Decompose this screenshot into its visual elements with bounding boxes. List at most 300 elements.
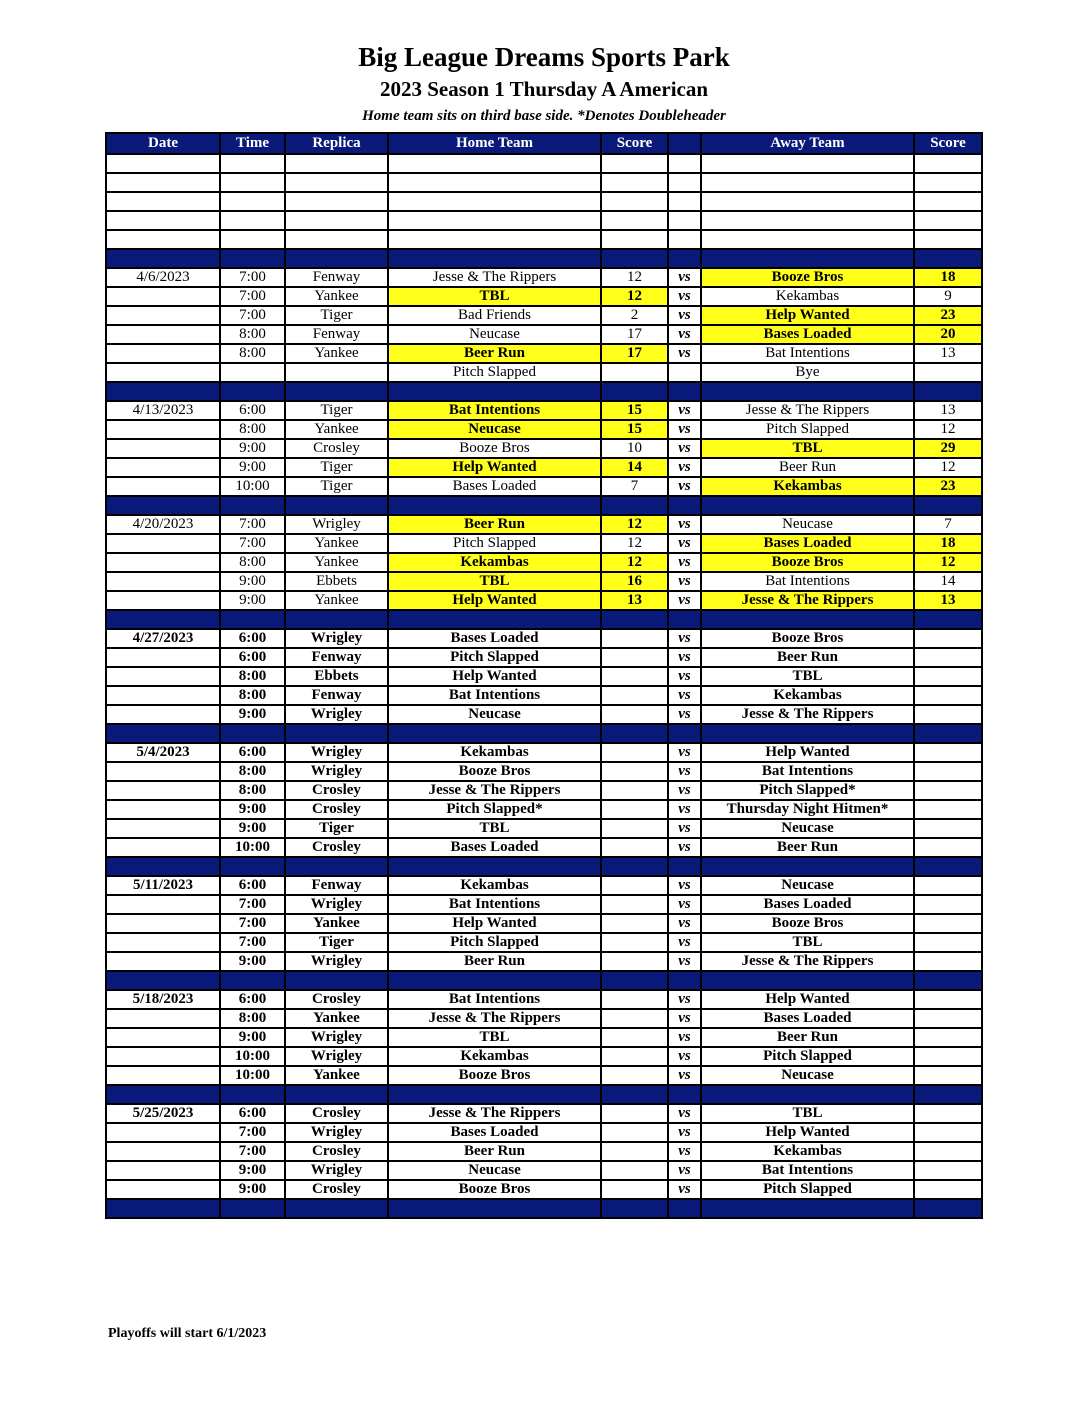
- cell-replica: Crosley: [285, 1180, 388, 1199]
- cell-vs: vs: [668, 933, 701, 952]
- table-row: [106, 1104, 982, 1123]
- separator-cell: [701, 1199, 914, 1218]
- cell-date: [106, 591, 220, 610]
- cell-replica: Yankee: [285, 534, 388, 553]
- separator-cell: [388, 1199, 601, 1218]
- table-row: [106, 401, 982, 420]
- table-row: [106, 363, 982, 382]
- cell-away-team: Booze Bros: [701, 914, 914, 933]
- separator-cell: [914, 610, 982, 629]
- cell-date: [106, 1161, 220, 1180]
- cell-away-score: 23: [914, 306, 982, 325]
- cell-home-score: [601, 648, 668, 667]
- cell-home-team: Bases Loaded: [388, 838, 601, 857]
- cell-replica: Yankee: [285, 1009, 388, 1028]
- cell-time: 6:00: [220, 1104, 285, 1123]
- blank-cell: [701, 173, 914, 192]
- cell-home-team: Beer Run: [388, 515, 601, 534]
- separator-cell: [220, 496, 285, 515]
- cell-home-team: Pitch Slapped: [388, 363, 601, 382]
- separator-cell: [106, 1085, 220, 1104]
- cell-date: [106, 705, 220, 724]
- cell-home-team: Jesse & The Rippers: [388, 268, 601, 287]
- cell-home-team: Help Wanted: [388, 591, 601, 610]
- cell-vs: vs: [668, 990, 701, 1009]
- separator-cell: [220, 610, 285, 629]
- cell-vs: vs: [668, 268, 701, 287]
- separator-cell: [914, 724, 982, 743]
- cell-vs: vs: [668, 686, 701, 705]
- cell-home-score: 2: [601, 306, 668, 325]
- cell-home-score: [601, 800, 668, 819]
- separator-cell: [601, 249, 668, 268]
- cell-home-team: Booze Bros: [388, 1066, 601, 1085]
- cell-date: [106, 306, 220, 325]
- cell-date: [106, 1180, 220, 1199]
- cell-away-team: Pitch Slapped*: [701, 781, 914, 800]
- cell-vs: vs: [668, 515, 701, 534]
- cell-time: 7:00: [220, 268, 285, 287]
- cell-vs: vs: [668, 781, 701, 800]
- table-row: [106, 534, 982, 553]
- table-row: [106, 648, 982, 667]
- cell-vs: vs: [668, 420, 701, 439]
- cell-away-team: TBL: [701, 1104, 914, 1123]
- cell-home-team: Bat Intentions: [388, 686, 601, 705]
- cell-home-score: 14: [601, 458, 668, 477]
- cell-away-score: [914, 1161, 982, 1180]
- cell-away-team: Thursday Night Hitmen*: [701, 800, 914, 819]
- cell-replica: Crosley: [285, 838, 388, 857]
- cell-away-score: 20: [914, 325, 982, 344]
- blank-cell: [914, 173, 982, 192]
- cell-away-score: [914, 629, 982, 648]
- blank-cell: [601, 154, 668, 173]
- cell-home-score: [601, 914, 668, 933]
- table-row: [106, 325, 982, 344]
- col-header-replica: Replica: [285, 133, 388, 154]
- blank-cell: [668, 173, 701, 192]
- cell-date: [106, 952, 220, 971]
- cell-away-score: 13: [914, 591, 982, 610]
- cell-replica: Fenway: [285, 686, 388, 705]
- separator-cell: [701, 857, 914, 876]
- blank-cell: [285, 230, 388, 249]
- cell-replica: Yankee: [285, 420, 388, 439]
- cell-home-score: [601, 667, 668, 686]
- separator-cell: [701, 610, 914, 629]
- cell-away-score: [914, 686, 982, 705]
- cell-away-score: [914, 743, 982, 762]
- cell-replica: Ebbets: [285, 572, 388, 591]
- separator-cell: [220, 382, 285, 401]
- cell-home-team: Bases Loaded: [388, 629, 601, 648]
- cell-time: 8:00: [220, 667, 285, 686]
- blank-cell: [701, 154, 914, 173]
- cell-vs: vs: [668, 306, 701, 325]
- cell-away-team: Beer Run: [701, 838, 914, 857]
- separator-cell: [220, 857, 285, 876]
- cell-date: [106, 477, 220, 496]
- cell-time: 9:00: [220, 1180, 285, 1199]
- separator-cell: [285, 610, 388, 629]
- table-row: [106, 1180, 982, 1199]
- separator-cell: [914, 496, 982, 515]
- blank-cell: [285, 173, 388, 192]
- cell-vs: vs: [668, 401, 701, 420]
- cell-time: 7:00: [220, 1142, 285, 1161]
- cell-date: [106, 1028, 220, 1047]
- cell-date: [106, 686, 220, 705]
- cell-time: 7:00: [220, 895, 285, 914]
- table-row: [106, 420, 982, 439]
- blank-cell: [388, 211, 601, 230]
- cell-away-score: [914, 876, 982, 895]
- cell-away-score: [914, 705, 982, 724]
- cell-time: [220, 363, 285, 382]
- cell-home-team: Help Wanted: [388, 458, 601, 477]
- table-row: [106, 876, 982, 895]
- cell-date: [106, 648, 220, 667]
- cell-time: 8:00: [220, 553, 285, 572]
- col-header-away-score: Score: [914, 133, 982, 154]
- blank-cell: [601, 211, 668, 230]
- separator-cell: [220, 1199, 285, 1218]
- cell-time: 9:00: [220, 1028, 285, 1047]
- cell-vs: vs: [668, 477, 701, 496]
- blank-cell: [220, 154, 285, 173]
- separator-cell: [914, 857, 982, 876]
- cell-away-team: Pitch Slapped: [701, 1180, 914, 1199]
- table-row: [106, 705, 982, 724]
- table-row: [106, 268, 982, 287]
- separator-cell: [668, 857, 701, 876]
- cell-away-team: TBL: [701, 667, 914, 686]
- cell-date: [106, 420, 220, 439]
- cell-replica: Yankee: [285, 344, 388, 363]
- cell-time: 9:00: [220, 819, 285, 838]
- cell-home-score: 12: [601, 515, 668, 534]
- cell-vs: vs: [668, 1123, 701, 1142]
- table-row: [106, 667, 982, 686]
- cell-home-team: Kekambas: [388, 743, 601, 762]
- separator-cell: [285, 1199, 388, 1218]
- table-row: [106, 990, 982, 1009]
- table-row: [106, 1123, 982, 1142]
- cell-home-score: 12: [601, 287, 668, 306]
- cell-home-score: [601, 838, 668, 857]
- cell-replica: Wrigley: [285, 1028, 388, 1047]
- cell-away-team: Jesse & The Rippers: [701, 952, 914, 971]
- cell-away-team: Neucase: [701, 819, 914, 838]
- cell-away-team: Pitch Slapped: [701, 1047, 914, 1066]
- cell-away-team: Kekambas: [701, 477, 914, 496]
- schedule-note: Home team sits on third base side. *Denotes Doubleheader: [362, 108, 726, 124]
- cell-replica: Wrigley: [285, 515, 388, 534]
- cell-home-score: [601, 1047, 668, 1066]
- blank-cell: [220, 230, 285, 249]
- cell-vs: vs: [668, 705, 701, 724]
- separator-cell: [106, 1199, 220, 1218]
- cell-date: 5/11/2023: [106, 876, 220, 895]
- cell-home-team: Booze Bros: [388, 762, 601, 781]
- table-row: [106, 819, 982, 838]
- cell-date: [106, 800, 220, 819]
- cell-away-team: Kekambas: [701, 287, 914, 306]
- separator-cell: [285, 857, 388, 876]
- cell-vs: [668, 363, 701, 382]
- cell-away-team: Bases Loaded: [701, 1009, 914, 1028]
- cell-vs: vs: [668, 439, 701, 458]
- blank-cell: [914, 211, 982, 230]
- cell-home-score: [601, 1161, 668, 1180]
- cell-away-team: Help Wanted: [701, 990, 914, 1009]
- cell-away-score: 12: [914, 553, 982, 572]
- cell-time: 7:00: [220, 534, 285, 553]
- cell-home-team: Pitch Slapped: [388, 933, 601, 952]
- cell-time: 8:00: [220, 762, 285, 781]
- page-title: Big League Dreams Sports Park: [358, 42, 730, 72]
- cell-home-team: Pitch Slapped: [388, 648, 601, 667]
- blank-cell: [220, 192, 285, 211]
- table-row: [106, 781, 982, 800]
- cell-replica: Tiger: [285, 819, 388, 838]
- cell-away-score: [914, 1123, 982, 1142]
- cell-away-team: Help Wanted: [701, 1123, 914, 1142]
- cell-away-team: Pitch Slapped: [701, 420, 914, 439]
- cell-replica: Crosley: [285, 439, 388, 458]
- cell-vs: vs: [668, 458, 701, 477]
- separator-cell: [668, 496, 701, 515]
- cell-time: 9:00: [220, 952, 285, 971]
- cell-date: [106, 933, 220, 952]
- separator-cell: [106, 610, 220, 629]
- cell-replica: Tiger: [285, 458, 388, 477]
- separator-cell: [914, 1085, 982, 1104]
- cell-date: 4/20/2023: [106, 515, 220, 534]
- cell-away-team: Beer Run: [701, 458, 914, 477]
- cell-date: [106, 534, 220, 553]
- separator-cell: [106, 249, 220, 268]
- cell-home-score: [601, 876, 668, 895]
- cell-date: [106, 458, 220, 477]
- blank-cell: [285, 211, 388, 230]
- table-row: [106, 838, 982, 857]
- cell-home-score: [601, 705, 668, 724]
- cell-home-score: [601, 686, 668, 705]
- cell-time: 10:00: [220, 477, 285, 496]
- cell-away-team: Booze Bros: [701, 268, 914, 287]
- col-header-home-score: Score: [601, 133, 668, 154]
- cell-time: 8:00: [220, 1009, 285, 1028]
- cell-time: 9:00: [220, 439, 285, 458]
- cell-away-score: 13: [914, 344, 982, 363]
- cell-replica: Tiger: [285, 401, 388, 420]
- cell-away-team: Help Wanted: [701, 306, 914, 325]
- table-row: [106, 933, 982, 952]
- table-row: [106, 515, 982, 534]
- cell-date: [106, 363, 220, 382]
- cell-vs: vs: [668, 895, 701, 914]
- blank-cell: [601, 173, 668, 192]
- cell-time: 7:00: [220, 914, 285, 933]
- cell-away-score: [914, 667, 982, 686]
- blank-cell: [106, 192, 220, 211]
- cell-away-score: 14: [914, 572, 982, 591]
- cell-date: [106, 572, 220, 591]
- cell-replica: Yankee: [285, 287, 388, 306]
- separator-cell: [601, 1085, 668, 1104]
- cell-home-score: 7: [601, 477, 668, 496]
- separator-cell: [601, 857, 668, 876]
- cell-vs: vs: [668, 1047, 701, 1066]
- separator-cell: [701, 496, 914, 515]
- cell-time: 9:00: [220, 800, 285, 819]
- cell-away-team: TBL: [701, 933, 914, 952]
- cell-away-team: Neucase: [701, 515, 914, 534]
- table-row: [106, 800, 982, 819]
- cell-replica: Fenway: [285, 325, 388, 344]
- cell-home-score: [601, 990, 668, 1009]
- separator-cell: [388, 382, 601, 401]
- cell-replica: Wrigley: [285, 895, 388, 914]
- cell-time: 7:00: [220, 515, 285, 534]
- cell-away-team: Help Wanted: [701, 743, 914, 762]
- table-row: [106, 439, 982, 458]
- cell-away-team: Bases Loaded: [701, 325, 914, 344]
- separator-cell: [701, 1085, 914, 1104]
- cell-date: [106, 838, 220, 857]
- week-separator-row: [106, 249, 982, 268]
- cell-date: 5/18/2023: [106, 990, 220, 1009]
- cell-away-team: Neucase: [701, 1066, 914, 1085]
- cell-date: [106, 819, 220, 838]
- cell-vs: vs: [668, 667, 701, 686]
- cell-vs: vs: [668, 762, 701, 781]
- cell-home-team: Jesse & The Rippers: [388, 1009, 601, 1028]
- cell-away-score: [914, 933, 982, 952]
- cell-home-team: TBL: [388, 287, 601, 306]
- blank-cell: [701, 230, 914, 249]
- cell-away-score: [914, 781, 982, 800]
- cell-time: 6:00: [220, 629, 285, 648]
- cell-time: 8:00: [220, 686, 285, 705]
- blank-cell: [388, 154, 601, 173]
- separator-cell: [601, 724, 668, 743]
- cell-home-team: Booze Bros: [388, 1180, 601, 1199]
- separator-cell: [106, 382, 220, 401]
- cell-date: [106, 553, 220, 572]
- cell-date: [106, 1142, 220, 1161]
- cell-home-team: Bases Loaded: [388, 477, 601, 496]
- blank-row: [106, 192, 982, 211]
- cell-replica: Yankee: [285, 914, 388, 933]
- cell-home-score: [601, 1142, 668, 1161]
- cell-away-score: [914, 1047, 982, 1066]
- separator-cell: [914, 382, 982, 401]
- cell-away-score: 23: [914, 477, 982, 496]
- cell-home-team: Bad Friends: [388, 306, 601, 325]
- cell-vs: vs: [668, 1180, 701, 1199]
- cell-away-team: Bases Loaded: [701, 534, 914, 553]
- cell-replica: Wrigley: [285, 629, 388, 648]
- cell-vs: vs: [668, 648, 701, 667]
- cell-away-score: 29: [914, 439, 982, 458]
- separator-cell: [285, 1085, 388, 1104]
- cell-vs: vs: [668, 800, 701, 819]
- cell-away-score: 12: [914, 458, 982, 477]
- separator-cell: [285, 382, 388, 401]
- table-row: [106, 1028, 982, 1047]
- table-row: [106, 1161, 982, 1180]
- blank-cell: [914, 154, 982, 173]
- cell-home-team: Pitch Slapped*: [388, 800, 601, 819]
- cell-away-score: [914, 914, 982, 933]
- separator-cell: [285, 249, 388, 268]
- cell-date: [106, 895, 220, 914]
- table-row: [106, 762, 982, 781]
- separator-cell: [701, 249, 914, 268]
- table-row: [106, 686, 982, 705]
- cell-home-score: [601, 1104, 668, 1123]
- separator-cell: [388, 1085, 601, 1104]
- cell-time: 8:00: [220, 420, 285, 439]
- cell-home-score: 17: [601, 344, 668, 363]
- table-row: [106, 895, 982, 914]
- cell-date: [106, 344, 220, 363]
- week-separator-row: [106, 610, 982, 629]
- cell-away-score: [914, 762, 982, 781]
- blank-cell: [388, 173, 601, 192]
- cell-replica: Crosley: [285, 800, 388, 819]
- cell-home-score: [601, 1180, 668, 1199]
- blank-cell: [914, 230, 982, 249]
- cell-replica: Yankee: [285, 1066, 388, 1085]
- cell-away-score: [914, 1009, 982, 1028]
- cell-away-team: TBL: [701, 439, 914, 458]
- separator-cell: [220, 724, 285, 743]
- cell-replica: Fenway: [285, 268, 388, 287]
- cell-replica: Wrigley: [285, 705, 388, 724]
- cell-replica: Tiger: [285, 306, 388, 325]
- cell-home-team: Bat Intentions: [388, 990, 601, 1009]
- table-row: [106, 458, 982, 477]
- table-row: [106, 914, 982, 933]
- cell-home-score: [601, 743, 668, 762]
- cell-time: 6:00: [220, 990, 285, 1009]
- cell-vs: vs: [668, 629, 701, 648]
- cell-replica: Crosley: [285, 1142, 388, 1161]
- table-row: [106, 344, 982, 363]
- cell-home-score: [601, 819, 668, 838]
- cell-home-score: 12: [601, 553, 668, 572]
- cell-home-team: Neucase: [388, 705, 601, 724]
- table-row: [106, 1066, 982, 1085]
- cell-replica: Yankee: [285, 553, 388, 572]
- blank-cell: [106, 211, 220, 230]
- table-row: [106, 591, 982, 610]
- cell-away-score: 7: [914, 515, 982, 534]
- cell-away-team: Kekambas: [701, 686, 914, 705]
- separator-cell: [388, 496, 601, 515]
- cell-away-team: Jesse & The Rippers: [701, 705, 914, 724]
- separator-cell: [701, 724, 914, 743]
- cell-vs: vs: [668, 819, 701, 838]
- cell-away-score: [914, 819, 982, 838]
- cell-home-score: 13: [601, 591, 668, 610]
- cell-away-team: Bases Loaded: [701, 895, 914, 914]
- cell-home-score: [601, 629, 668, 648]
